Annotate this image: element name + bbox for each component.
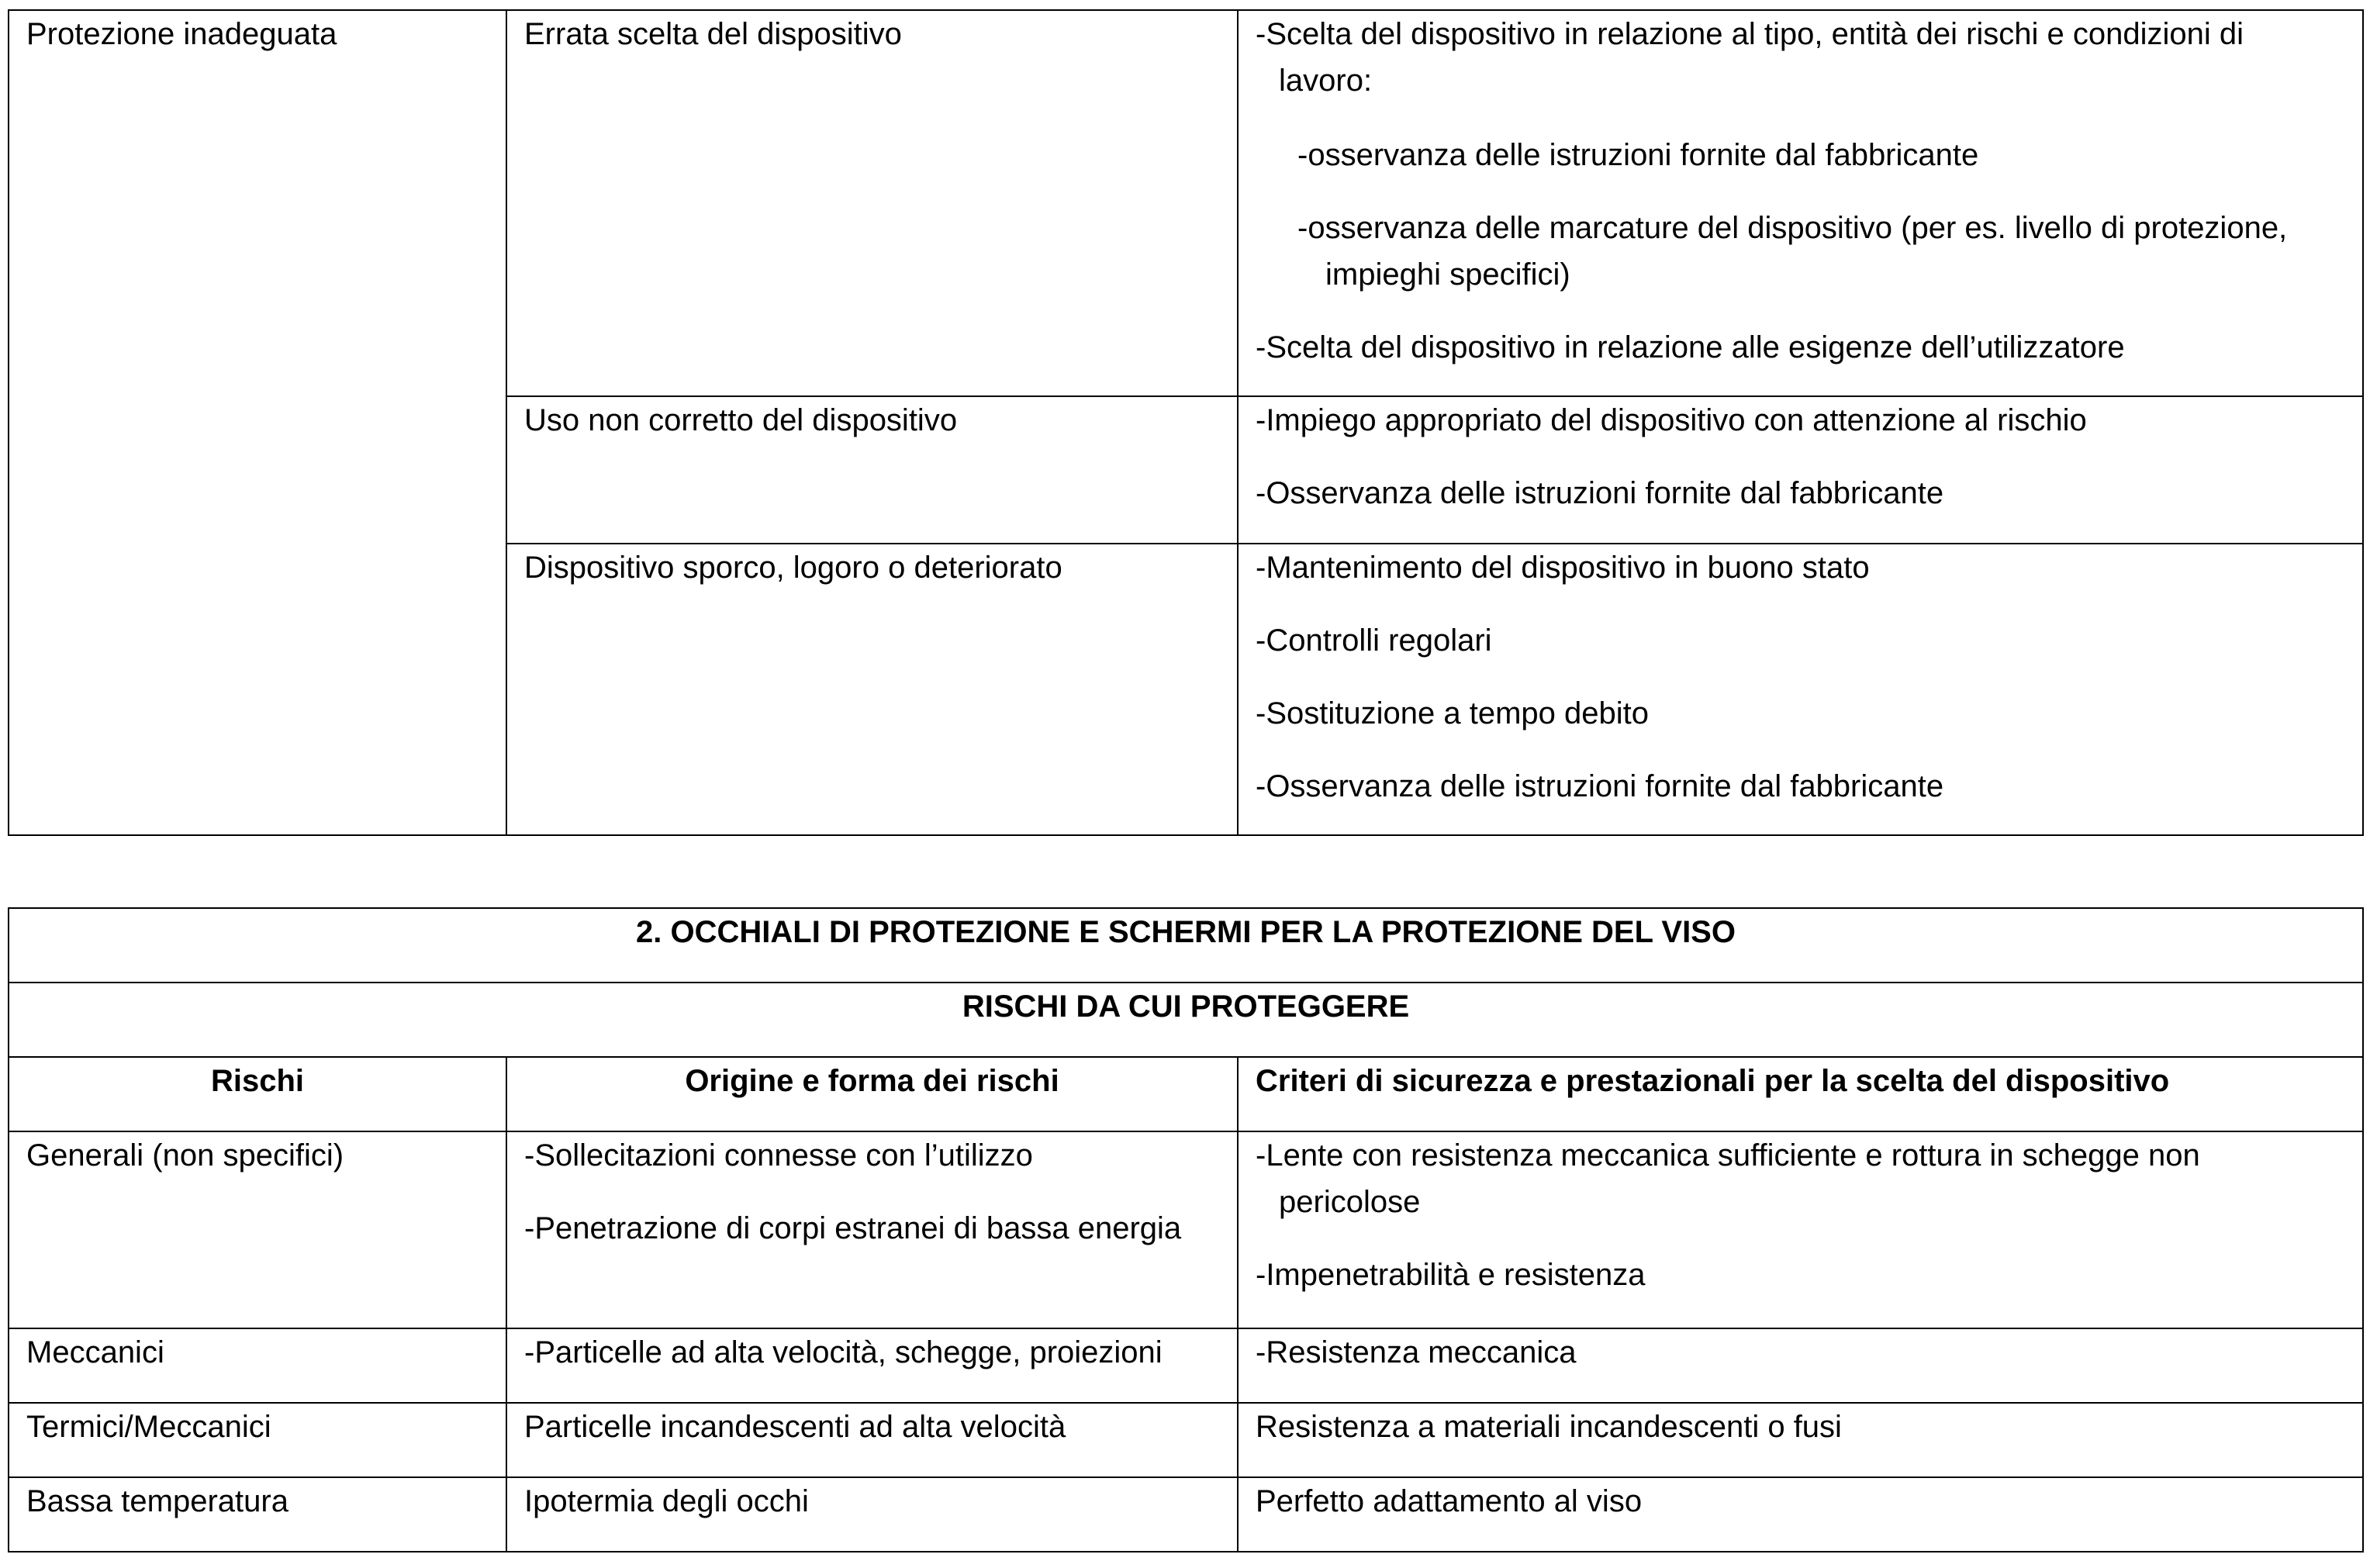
criteria-cell: Resistenza a materiali incandescenti o fusi bbox=[1238, 1403, 2363, 1477]
origin-cell bbox=[506, 1131, 1238, 1328]
criteria-subitem: -osservanza delle istruzioni fornite dal fabbricante bbox=[1297, 138, 1979, 172]
table-title-row bbox=[9, 908, 2363, 983]
criteria-item: -Scelta del dispositivo in relazione alle esigenze dell’utilizzatore bbox=[1256, 330, 2125, 364]
criteria-cell bbox=[1238, 10, 2363, 396]
origin-cell bbox=[506, 544, 1238, 835]
origin-cell bbox=[506, 10, 1238, 396]
table-row bbox=[9, 1477, 2363, 1552]
origin-cell: Ipotermia degli occhi bbox=[506, 1477, 1238, 1552]
criteria-subitem: -osservanza delle marcature del dispositivo (per es. livello di protezione, impieghi specifici) bbox=[1297, 211, 2288, 292]
risk-cell: Termici/Meccanici bbox=[9, 1403, 506, 1477]
risk-label: Protezione inadeguata bbox=[26, 17, 337, 51]
criteria-cell: Perfetto adattamento al viso bbox=[1238, 1477, 2363, 1552]
table-subtitle: RISCHI DA CUI PROTEGGERE bbox=[9, 983, 2363, 1057]
origin-cell: Particelle incandescenti ad alta velocità bbox=[506, 1403, 1238, 1477]
criteria-item: -Mantenimento del dispositivo in buono stato bbox=[1256, 551, 1870, 585]
risk-cell bbox=[9, 10, 506, 835]
criteria-item: -Lente con resistenza meccanica sufficiente e rottura in schegge non pericolose bbox=[1256, 1138, 2200, 1219]
criteria-item: -Osservanza delle istruzioni fornite dal fabbricante bbox=[1256, 476, 1944, 510]
risk-cell: Bassa temperatura bbox=[9, 1477, 506, 1552]
risk-label: Generali (non specifici) bbox=[26, 1138, 344, 1173]
column-header: Origine e forma dei rischi bbox=[506, 1057, 1238, 1131]
protection-table-continued bbox=[8, 9, 2364, 836]
origin-text: Uso non corretto del dispositivo bbox=[524, 403, 958, 437]
criteria-cell bbox=[1238, 1131, 2363, 1328]
origin-cell bbox=[506, 396, 1238, 544]
criteria-cell bbox=[1238, 544, 2363, 835]
column-header: Rischi bbox=[9, 1057, 506, 1131]
origin-text: Dispositivo sporco, logoro o deteriorato bbox=[524, 551, 1062, 585]
table-header-row bbox=[9, 1057, 2363, 1131]
criteria-cell: -Resistenza meccanica bbox=[1238, 1328, 2363, 1403]
eye-protection-table bbox=[8, 907, 2364, 1552]
column-header: Criteri di sicurezza e prestazionali per la scelta del dispositivo bbox=[1238, 1057, 2363, 1131]
criteria-cell bbox=[1238, 396, 2363, 544]
origin-item: -Penetrazione di corpi estranei di bassa energia bbox=[524, 1211, 1182, 1245]
criteria-item: -Scelta del dispositivo in relazione al tipo, entità dei rischi e condizioni di lavoro: bbox=[1256, 17, 2244, 98]
table-row bbox=[9, 1131, 2363, 1328]
table-row bbox=[9, 1403, 2363, 1477]
risk-cell bbox=[9, 1131, 506, 1328]
table-row bbox=[9, 10, 2363, 396]
criteria-item: -Impenetrabilità e resistenza bbox=[1256, 1258, 1646, 1292]
origin-text: Errata scelta del dispositivo bbox=[524, 17, 902, 51]
origin-item: -Sollecitazioni connesse con l’utilizzo bbox=[524, 1138, 1033, 1173]
risk-cell: Meccanici bbox=[9, 1328, 506, 1403]
criteria-item: -Osservanza delle istruzioni fornite dal fabbricante bbox=[1256, 769, 1944, 803]
table-row bbox=[9, 1328, 2363, 1403]
criteria-item: -Sostituzione a tempo debito bbox=[1256, 696, 1649, 730]
origin-cell: -Particelle ad alta velocità, schegge, proiezioni bbox=[506, 1328, 1238, 1403]
table-subtitle-row bbox=[9, 983, 2363, 1057]
criteria-item: -Controlli regolari bbox=[1256, 623, 1492, 658]
criteria-item: -Impiego appropriato del dispositivo con attenzione al rischio bbox=[1256, 403, 2087, 437]
table-title: 2. OCCHIALI DI PROTEZIONE E SCHERMI PER LA PROTEZIONE DEL VISO bbox=[9, 908, 2363, 983]
